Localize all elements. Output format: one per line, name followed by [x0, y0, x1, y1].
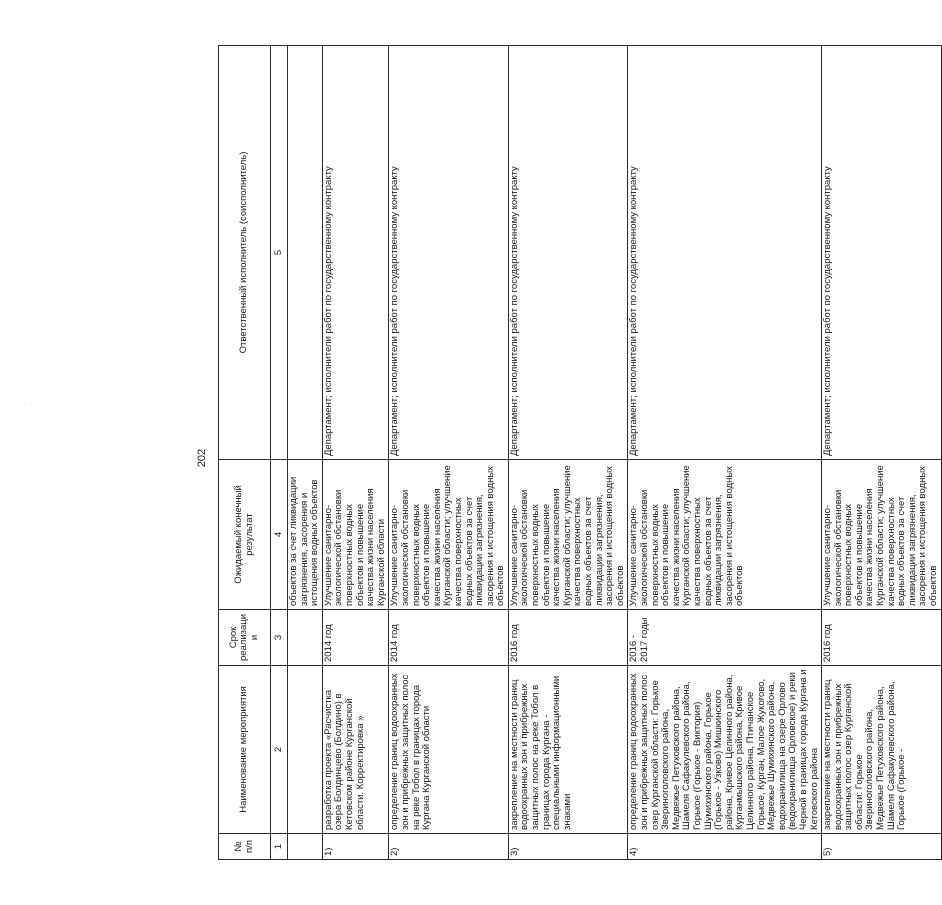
cell-term: 2016 - 2017 годы: [628, 610, 822, 666]
cell-num: [288, 834, 323, 860]
index-cell: 5: [271, 46, 288, 460]
header-num: № п/п: [219, 834, 271, 860]
table-header-row: [219, 46, 271, 860]
cell-result: объектов за счет ликвидации загрязнения, засорения и истощения водных объектов: [288, 460, 323, 610]
cell-result: Улучшение санитарно-экологической обстановки поверхностных водных объектов и повышение качества жизни населения Курганской области; улучшение качества поверхностных водных объектов за счет ликвидации загрязнения, засорения и истощения водных объектов: [508, 460, 628, 610]
index-cell: 2: [271, 666, 288, 834]
header-name: Наименование мероприятия: [219, 666, 271, 834]
cell-result: Улучшение санитарно-экологической обстановки поверхностных водных объектов и повышение качества жизни населения Курганской области; улучшение качества поверхностных водных объектов за счет ликвидации загрязнения, засорения и истощения водных объектов: [822, 460, 942, 610]
table-row: [628, 46, 822, 860]
cell-num: 2): [389, 834, 509, 860]
rotated-content: [100, 45, 940, 860]
table-row: [322, 46, 389, 860]
cell-executor: Департамент; исполнители работ по государственному контракту: [508, 46, 628, 460]
cell-executor: [288, 46, 323, 460]
cell-term: 2014 год: [389, 610, 509, 666]
cell-executor: Департамент; исполнители работ по государственному контракту: [389, 46, 509, 460]
index-cell: 3: [271, 610, 288, 666]
cell-name: определение границ водоохранных зон и прибрежных защитных полос озер Курганской области: Горькое Звериноголовского района, Медвежье Петуховского района, Шамеля Сафакулевского района, Горькое (Горькое - Виктория) Шумихинского района, Горькое (Горькое - Узково) Мишкинского района, Кривое Целинного района, Курганмышского района, Кривое Целинного района, Птичанское Горькое, Курган, Малое Жукогово, Медвежье Шумихинского района, водохранилища на озере Орлово (водохранилища Орловское) и реки Черной в границах города Кургана и Кетовского района: [628, 666, 822, 834]
header-term: Срок реализации: [219, 610, 271, 666]
measures-table: [218, 45, 942, 860]
table-row: [822, 46, 942, 860]
cell-num: 3): [508, 834, 628, 860]
cell-name: определение границ водоохранных зон и прибрежных защитных полос на реке Тобол в границах города Кургана Курганской области: [389, 666, 509, 834]
cell-name: закрепление на местности границ водоохранных зон и прибрежных защитных полос на реке Тобол в границах города Кургана - специальными информационными знаками: [508, 666, 628, 834]
cell-term: 2016 год: [822, 610, 942, 666]
table-row: [508, 46, 628, 860]
header-result: Ожидаемый конечный результат: [219, 460, 271, 610]
page-number: 202: [196, 448, 208, 468]
continuation-row: [288, 46, 323, 860]
cell-result: Улучшение санитарно-экологической обстановки поверхностных водных объектов и повышение качества жизни населения Курганской области; улучшение качества поверхностных водных объектов за счет ликвидации загрязнения, засорения и истощения водных объектов: [389, 460, 509, 610]
column-index-row: [271, 46, 288, 860]
cell-result: Улучшение санитарно-экологической обстановки поверхностных водных объектов и повышение качества жизни населения Курганской области; улучшение качества поверхностных водных объектов за счет ликвидации загрязнения, засорения и истощения водных объектов: [628, 460, 822, 610]
index-cell: 1: [271, 834, 288, 860]
cell-term: [288, 610, 323, 666]
cell-result: Улучшение санитарно-экологической обстановки поверхностных водных объектов и повышение качества жизни населения Курганской области: [322, 460, 389, 610]
table-row: [389, 46, 509, 860]
cell-num: 4): [628, 834, 822, 860]
cell-executor: Департамент; исполнители работ по государственному контракту: [822, 46, 942, 460]
cell-num: 5): [822, 834, 942, 860]
cell-name: разработка проекта «Расчистка озера Болдинцево (Болдино) в Кетовском районе Курганской области. Корректировка »: [322, 666, 389, 834]
cell-term: 2016 год: [508, 610, 628, 666]
cell-num: 1): [322, 834, 389, 860]
cell-name: закрепление на местности границ водоохранных зон и прибрежных защитных полос озер Курганской области: Горькое Звериноголовского района, Медвежье Петуховского района, Шамеля Сафакулевского района, Горькое (Горькое -: [822, 666, 942, 834]
cell-executor: Департамент; исполнители работ по государственному контракту: [322, 46, 389, 460]
cell-executor: Департамент; исполнители работ по государственному контракту: [628, 46, 822, 460]
header-executor: Ответственный исполнитель (соисполнитель): [219, 46, 271, 460]
cell-term: 2014 год: [322, 610, 389, 666]
scan-noise: · · · ·: [24, 400, 47, 407]
cell-name: [288, 666, 323, 834]
index-cell: 4: [271, 460, 288, 610]
